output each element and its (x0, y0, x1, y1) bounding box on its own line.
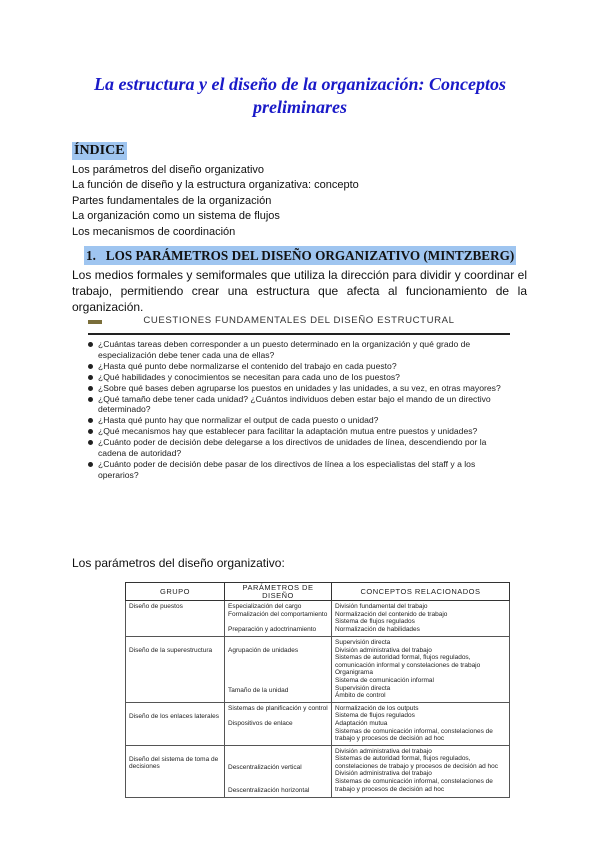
toc-item: La organización como un sistema de flujos (72, 210, 280, 223)
question-item: ¿Cuántas tareas deben corresponder a un puesto determinado en la organización y qué grado de especialización debe tener cada una de ellas? (88, 339, 510, 361)
document-title: La estructura y el diseño de la organización: Conceptos preliminares (93, 74, 506, 117)
section-number: 1. (86, 248, 96, 263)
table-row (126, 636, 510, 702)
questions-caption: CUESTIONES FUNDAMENTALES DEL DISEÑO ESTRUCTURAL (143, 315, 455, 326)
concepts-cell: Supervisión directa División administrativa del trabajo Sistemas de autoridad formal, flujos regulados, comunicación informal y constelaciones de trabajo Organigrama Sistema de comunicación informal Supervisión directa Ámbito de control (332, 636, 510, 702)
parameters-table (125, 582, 510, 798)
group-cell: Diseño de puestos (126, 601, 225, 637)
bullet-icon (88, 386, 93, 391)
question-item: ¿Cuánto poder de decisión debe pasar de los directivos de línea a los especialistas del staff y a los operarios? (88, 459, 510, 481)
group-cell: Diseño de los enlaces laterales (126, 702, 225, 745)
question-item: ¿Sobre qué bases deben agruparse los puestos en unidades y las unidades, a su vez, en otras mayores? (88, 383, 510, 394)
questions-box (88, 333, 510, 535)
question-item: ¿Hasta qué punto debe normalizarse el contenido del trabajo en cada puesto? (88, 361, 510, 372)
bullet-icon (88, 364, 93, 369)
table-intro: Los parámetros del diseño organizativo: (72, 556, 285, 570)
column-header-params: PARÁMETROS DE DISEÑO (225, 583, 332, 601)
toc-item: Los mecanismos de coordinación (72, 225, 236, 238)
bullet-icon (88, 440, 93, 445)
question-item: ¿Qué mecanismos hay que establecer para facilitar la adaptación mutua entre puestos y unidades? (88, 426, 510, 437)
question-item: ¿Cuánto poder de decisión debe delegarse a los directivos de unidades de línea, descendiendo por la cadena de autoridad? (88, 437, 510, 459)
concepts-cell: Normalización de los outputs Sistema de flujos regulados Adaptación mutua Sistemas de comunicación informal, constelaciones de trabajo y procesos de decisión ad hoc (332, 702, 510, 745)
table-row (126, 745, 510, 797)
params-cell: Descentralización vertical Descentralización horizontal (225, 745, 332, 797)
section-paragraph: Los medios formales y semiformales que utiliza la dirección para dividir y coordinar el trabajo, permitiendo crear una estructura que afecta al funcionamiento de la organización. (72, 268, 527, 314)
params-cell: Sistemas de planificación y control Dispositivos de enlace (225, 702, 332, 745)
toc-item: Partes fundamentales de la organización (72, 194, 272, 207)
section-heading (84, 246, 516, 265)
group-cell: Diseño del sistema de toma de decisiones (126, 745, 225, 797)
concepts-cell: División administrativa del trabajo Sistemas de autoridad formal, flujos regulados, constelaciones de trabajo y procesos de decisión ad hoc División administrativa del trabajo Sistemas de comunicación informal, constelaciones de trabajo y procesos de decisión ad hoc (332, 745, 510, 797)
bullet-icon (88, 397, 93, 402)
params-cell: Agrupación de unidades Tamaño de la unidad (225, 636, 332, 702)
group-cell: Diseño de la superestructura (126, 636, 225, 702)
bullet-icon (88, 462, 93, 467)
column-header-concepts: CONCEPTOS RELACIONADOS (332, 583, 510, 601)
table-of-contents (72, 163, 359, 240)
table-row (126, 702, 510, 745)
questions-list (88, 335, 510, 481)
bullet-icon (88, 375, 93, 380)
question-item: ¿Qué tamaño debe tener cada unidad? ¿Cuántos individuos deben estar bajo el mando de un directivo determinado? (88, 394, 510, 416)
toc-item: Los parámetros del diseño organizativo (72, 164, 265, 176)
bullet-icon (88, 418, 93, 423)
question-item: ¿Qué habilidades y conocimientos se necesitan para cada uno de los puestos? (88, 372, 510, 383)
questions-figure (88, 315, 510, 533)
bullet-icon (88, 342, 93, 347)
index-heading: ÍNDICE (74, 143, 125, 158)
question-item: ¿Hasta qué punto hay que normalizar el output de cada puesto o unidad? (88, 415, 510, 426)
concepts-cell: División fundamental del trabajo Normalización del contenido de trabajo Sistema de flujos regulados Normalización de habilidades (332, 601, 510, 637)
table-header-row (126, 583, 510, 601)
column-header-group: GRUPO (126, 583, 225, 601)
toc-item: La función de diseño y la estructura organizativa: concepto (72, 179, 359, 192)
bullet-icon (88, 429, 93, 434)
table-row (126, 601, 510, 637)
params-cell: Especialización del cargo Formalización del comportamiento Preparación y adoctrinamiento (225, 601, 332, 637)
section-title: LOS PARÁMETROS DEL DISEÑO ORGANIZATIVO (MINTZBERG) (105, 248, 515, 263)
